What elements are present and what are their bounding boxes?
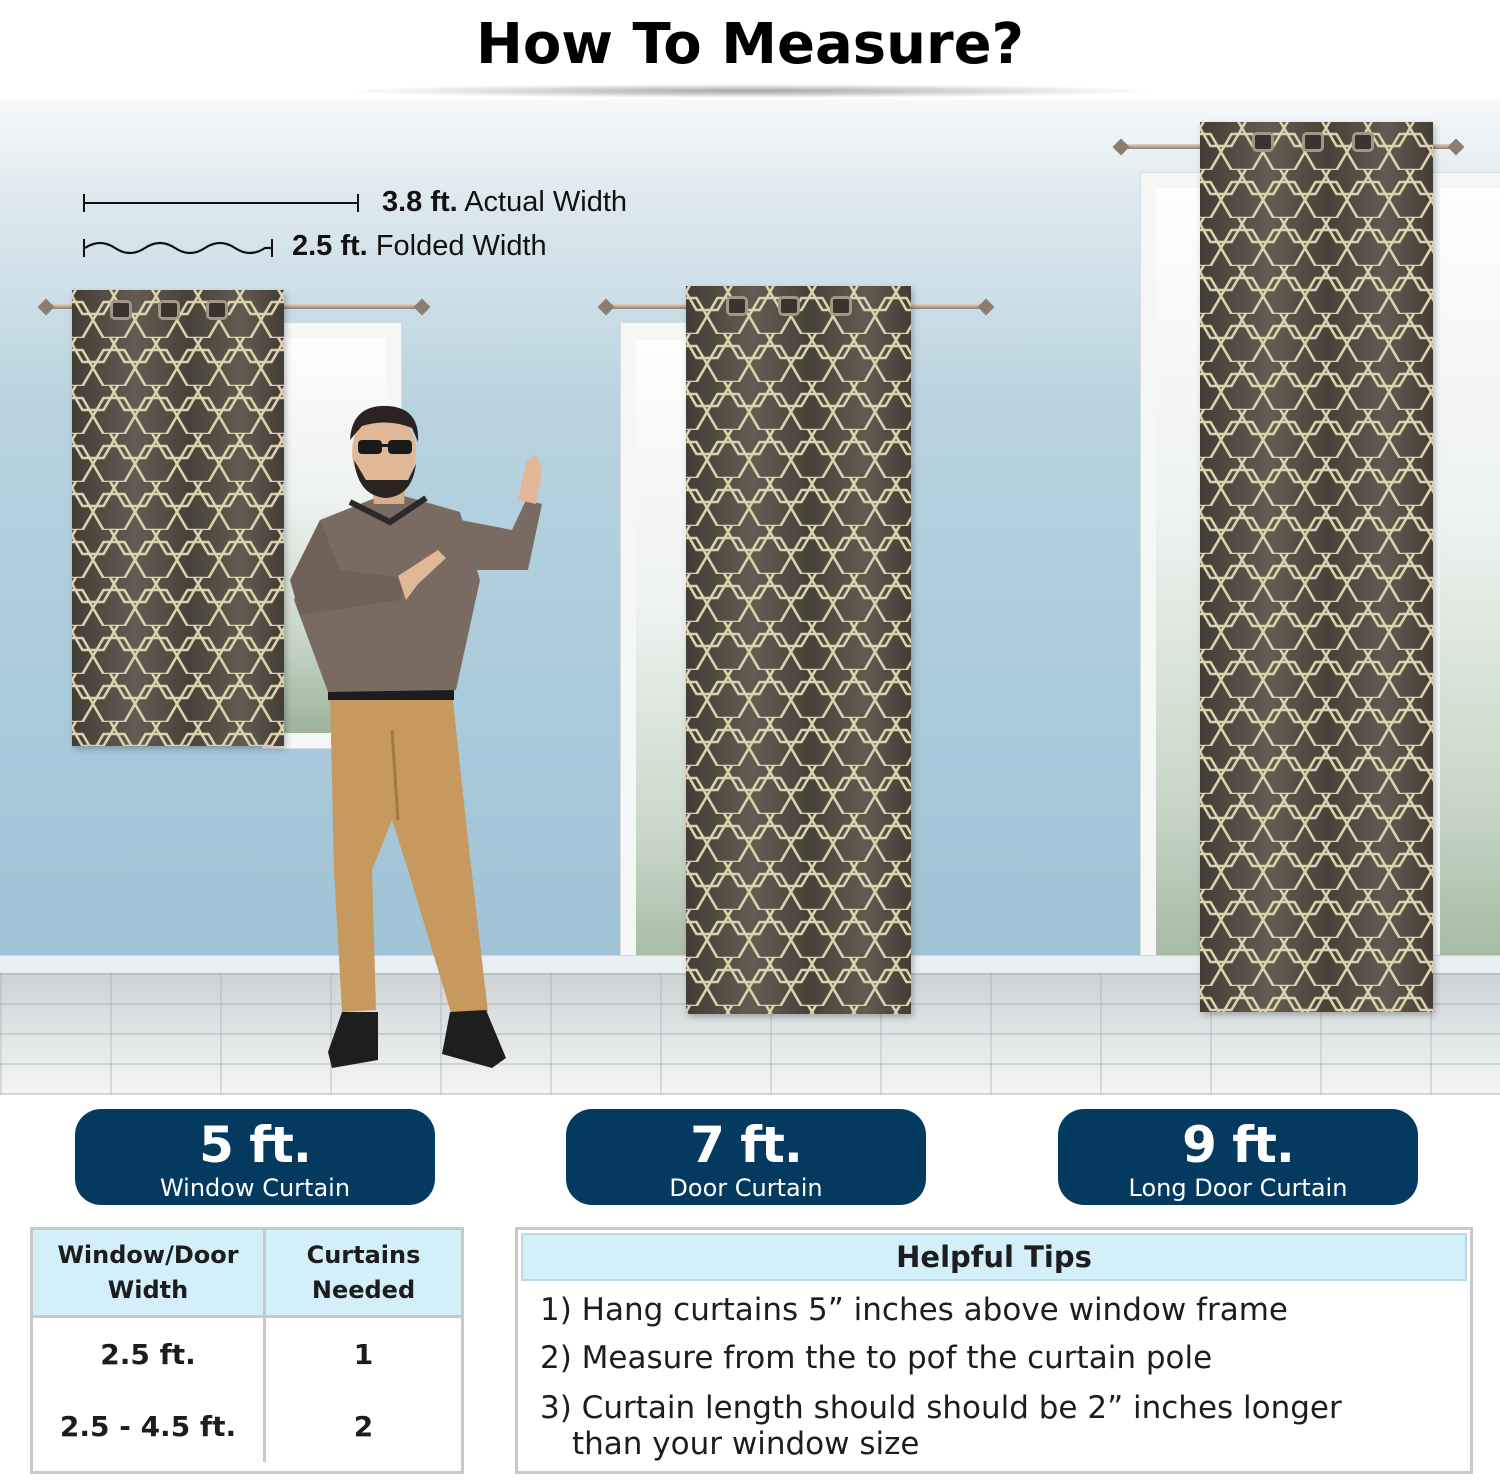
width-table-grid [33, 1230, 461, 1462]
size-label: Window Curtain [159, 1174, 351, 1202]
tip-item-continuation: than your window size [572, 1426, 920, 1462]
grommet-icon [1252, 132, 1274, 152]
actual-width-tick-right [357, 194, 359, 212]
door-curtain [686, 286, 911, 1014]
actual-width-text: Actual Width [464, 186, 628, 218]
table-cell-count: 1 [353, 1337, 374, 1371]
long-door-glass [1156, 188, 1206, 1000]
tip-item: 1) Hang curtains 5” inches above window frame [540, 1292, 1288, 1328]
grommet-icon [158, 300, 180, 320]
folded-width-wave [83, 238, 273, 258]
actual-width-line [83, 202, 359, 204]
table-cell-width: 2.5 ft. [33, 1317, 265, 1391]
tips-title: Helpful Tips [521, 1233, 1467, 1281]
size-badge-window [75, 1109, 435, 1205]
grommet-icon [1302, 132, 1324, 152]
grommet-icon [206, 300, 228, 320]
window-curtain [72, 290, 284, 746]
folded-width-text: Folded Width [375, 230, 547, 262]
header-width-line1: Window/Door [57, 1240, 239, 1269]
size-label: Long Door Curtain [1128, 1174, 1348, 1202]
long-door-curtain [1200, 122, 1433, 1012]
grommet-icon [726, 296, 748, 316]
actual-width-label [382, 186, 627, 219]
page-title: How To Measure? [475, 12, 1025, 77]
width-table [30, 1227, 464, 1474]
grommet-icon [110, 300, 132, 320]
size-value: 7 ft. [690, 1116, 802, 1174]
header-curtains-needed [265, 1230, 462, 1317]
size-badge-door [566, 1109, 926, 1205]
size-label: Door Curtain [669, 1174, 823, 1202]
header-curtains-line1: Curtains [306, 1240, 421, 1269]
long-door-glass-right [1440, 188, 1500, 1000]
actual-width-tick-left [83, 194, 85, 212]
folded-width-value: 2.5 ft. [292, 230, 368, 262]
title-shadow [340, 84, 1160, 98]
table-row [33, 1390, 461, 1462]
tip-item: 3) Curtain length should should be 2” inches longer [540, 1390, 1342, 1426]
header-width-line2: Width [107, 1275, 189, 1304]
person-illustration [280, 400, 550, 1090]
size-value: 9 ft. [1182, 1116, 1294, 1174]
table-header-row [33, 1230, 461, 1317]
room-scene [0, 100, 1500, 1095]
grommet-icon [1352, 132, 1374, 152]
table-cell-count: 2 [353, 1409, 374, 1443]
header-curtains-line2: Needed [311, 1275, 416, 1304]
actual-width-value: 3.8 ft. [382, 186, 458, 218]
folded-width-label [292, 230, 547, 263]
table-cell-width: 2.5 - 4.5 ft. [33, 1390, 265, 1462]
grommet-icon [830, 296, 852, 316]
tip-item: 2) Measure from the to pof the curtain pole [540, 1340, 1213, 1376]
helpful-tips-panel [515, 1227, 1473, 1474]
size-badge-long-door [1058, 1109, 1418, 1205]
table-row [33, 1317, 461, 1391]
size-value: 5 ft. [199, 1116, 311, 1174]
header-width [33, 1230, 265, 1317]
grommet-icon [778, 296, 800, 316]
